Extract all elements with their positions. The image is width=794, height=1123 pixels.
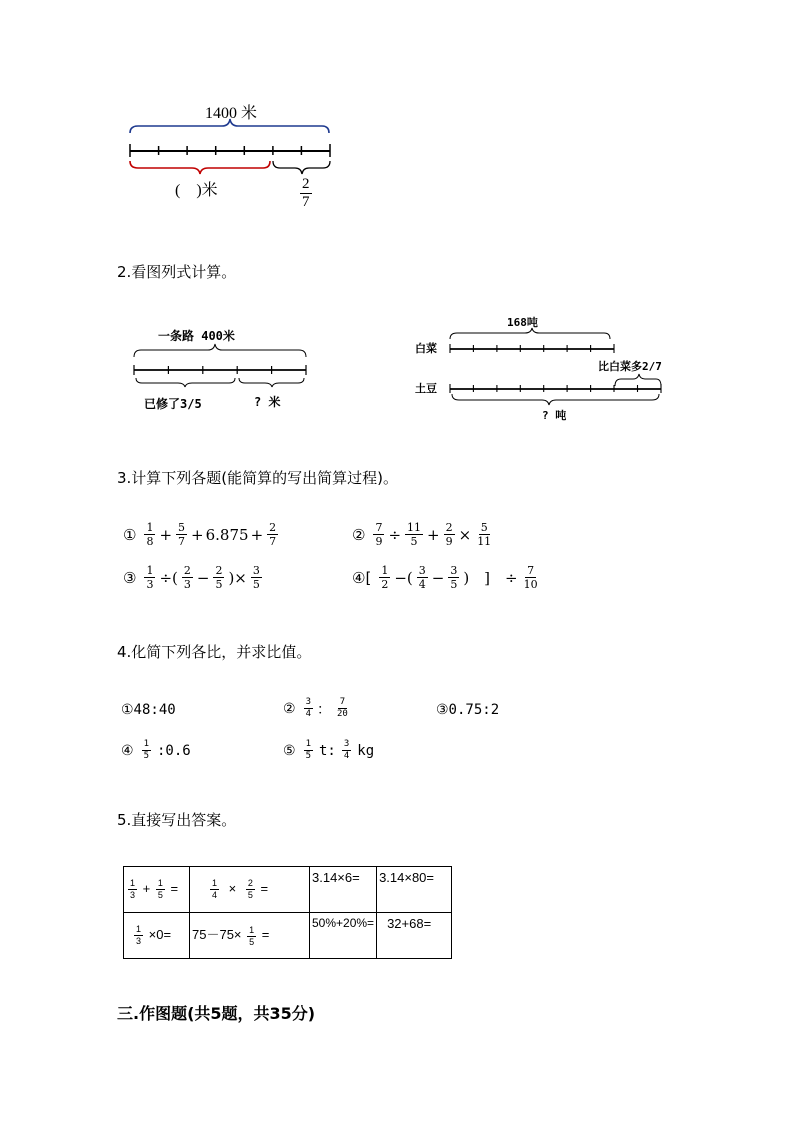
p4-marker: ④[ [352,568,372,587]
c12-b-den: 5 [247,890,253,900]
c22-a-den: 5 [249,936,255,947]
p2-c-num: 2 [445,521,453,534]
p4-d-den: 10 [523,578,538,591]
p3-op3: )× [228,568,247,587]
r2-a-num: 3 [305,697,311,707]
c11-a-den: 3 [130,890,136,900]
p3-a-num: 1 [146,564,154,577]
cell-2-1 [124,913,190,959]
c21-a-num: 1 [136,924,142,934]
p3-b-num: 2 [183,564,191,577]
road-diagram [128,322,318,417]
p1-op3: + [250,525,264,544]
ratio-3: ③0.75:2 [436,702,500,718]
p4-op3: ) ] ÷ [463,569,518,587]
p3-marker: ③ [123,568,137,587]
p2-a-den: 9 [375,535,383,548]
more-label: 比白菜多2/7 [598,360,662,373]
p2-a-num: 7 [375,521,383,534]
blank-label: ( )米 [175,182,218,199]
c22-eq: = [261,927,270,943]
p2-op3: × [458,525,472,544]
p4-a-den: 2 [381,578,389,591]
problem-2 [352,522,495,547]
p2-d-den: 11 [477,535,492,548]
c11-b-num: 1 [157,878,163,888]
section-5-title: 5.直接写出答案。 [117,811,237,829]
answer-table [123,866,452,959]
r2-b-den: 20 [336,709,348,719]
r5-marker: ⑤ [283,742,296,759]
r4-a-num: 1 [143,739,149,749]
p3-b-den: 3 [183,578,191,591]
r5-b-den: 4 [343,751,350,761]
frac-den: 7 [302,194,310,210]
problem-4 [352,565,542,590]
p4-b-den: 4 [418,578,426,591]
r4-marker: ④ [121,742,134,759]
cell-2-4: 32+68= [377,913,452,959]
r2-sep: ： [316,701,331,718]
p2-op1: ÷ [388,525,402,544]
total-label: 1400 米 [205,105,258,122]
p4-a-num: 1 [381,564,389,577]
r5-unit: kg [357,742,375,759]
cell-1-3: 3.14×6= [310,867,377,913]
p2-op2: + [427,525,440,544]
ratio-5 [283,740,374,761]
p1-b-num: 5 [178,521,186,534]
r5-b-num: 3 [343,739,350,749]
cell-1-1 [124,867,190,913]
c11-a-num: 1 [130,878,136,888]
p2-b-num: 11 [407,521,422,534]
p3-op2: − [196,568,210,587]
p3-d-den: 5 [252,578,260,591]
section-drawing-title: 三.作图题(共5题，共35分) [117,1004,316,1023]
figure-segment-1400 [120,95,340,225]
p1-mid: 6.875 [205,525,249,544]
c21-a-den: 3 [136,936,142,946]
problem-3 [123,565,264,590]
r2-a-den: 4 [305,709,311,719]
p4-c-den: 5 [450,578,458,591]
cell-2-2 [190,913,310,959]
table-row [124,867,452,913]
c22-pre: 75－75× [192,927,242,943]
frac-num: 2 [302,176,310,192]
table-row [124,913,452,959]
p4-op1: −( [394,568,413,587]
cabbage-row-label: 白菜 [415,342,437,355]
c11-b-den: 5 [157,890,163,900]
c12-op: × [228,880,237,896]
p3-a-den: 3 [146,578,154,591]
p4-d-num: 7 [527,564,535,577]
p3-c-den: 5 [215,578,223,591]
road-top-label: 一条路 400米 [158,329,235,343]
section-4-title: 4.化简下列各比，并求比值。 [117,643,312,661]
c11-eq: = [170,880,179,896]
p1-op1: + [159,525,173,544]
c12-b-num: 2 [247,878,253,888]
p1-b-den: 7 [178,535,186,548]
problem-1 [123,522,280,547]
c22-a-num: 1 [249,924,255,935]
section-2-title: 2.看图列式计算。 [117,263,237,281]
cell-1-2 [190,867,310,913]
ratio-1: ①48:40 [121,702,176,718]
p1-op2: + [191,525,204,544]
p2-d-num: 5 [480,521,488,534]
p2-b-den: 5 [410,535,418,548]
p1-c-num: 2 [269,521,277,534]
cell-2-3: 50%+20%= [310,913,377,959]
potato-row-label: 土豆 [415,382,437,395]
p1-a-num: 1 [146,521,154,534]
r4-a-den: 5 [143,751,149,761]
p2-marker: ② [352,525,366,544]
cell-1-4: 3.14×80= [377,867,452,913]
c11-op: + [142,880,151,896]
r2-marker: ② [283,700,296,717]
p1-a-den: 8 [146,535,154,548]
p3-op1: ÷( [159,568,178,587]
road-left-label: 已修了3/5 [144,397,202,411]
road-right-label: ? 米 [254,395,281,409]
p1-marker: ① [123,525,137,544]
c21-rest: ×0= [148,926,172,942]
ratio-4 [121,740,191,761]
p4-c-num: 3 [450,564,458,577]
r5-a-num: 1 [305,739,311,749]
cabbage-potato-diagram [412,312,682,424]
c12-a-den: 4 [212,890,218,900]
ratio-2 [283,698,352,719]
r2-b-num: 7 [339,697,346,707]
p3-d-num: 3 [252,564,260,577]
c12-a-num: 1 [212,878,218,888]
potato-bottom-label: ? 吨 [542,409,567,422]
r5-mid: t: [318,742,336,759]
p1-c-den: 7 [269,535,277,548]
r4-rest: :0.6 [156,742,191,759]
section-3-title: 3.计算下列各题(能简算的写出简算过程)。 [117,469,399,487]
c12-eq: = [260,880,269,896]
p3-c-num: 2 [215,564,223,577]
cabbage-total-label: 168吨 [507,316,538,329]
p4-b-num: 3 [418,564,426,577]
p4-op2: − [431,568,445,587]
fraction-label [298,177,314,210]
r5-a-den: 5 [305,751,311,761]
p2-c-den: 9 [445,535,453,548]
